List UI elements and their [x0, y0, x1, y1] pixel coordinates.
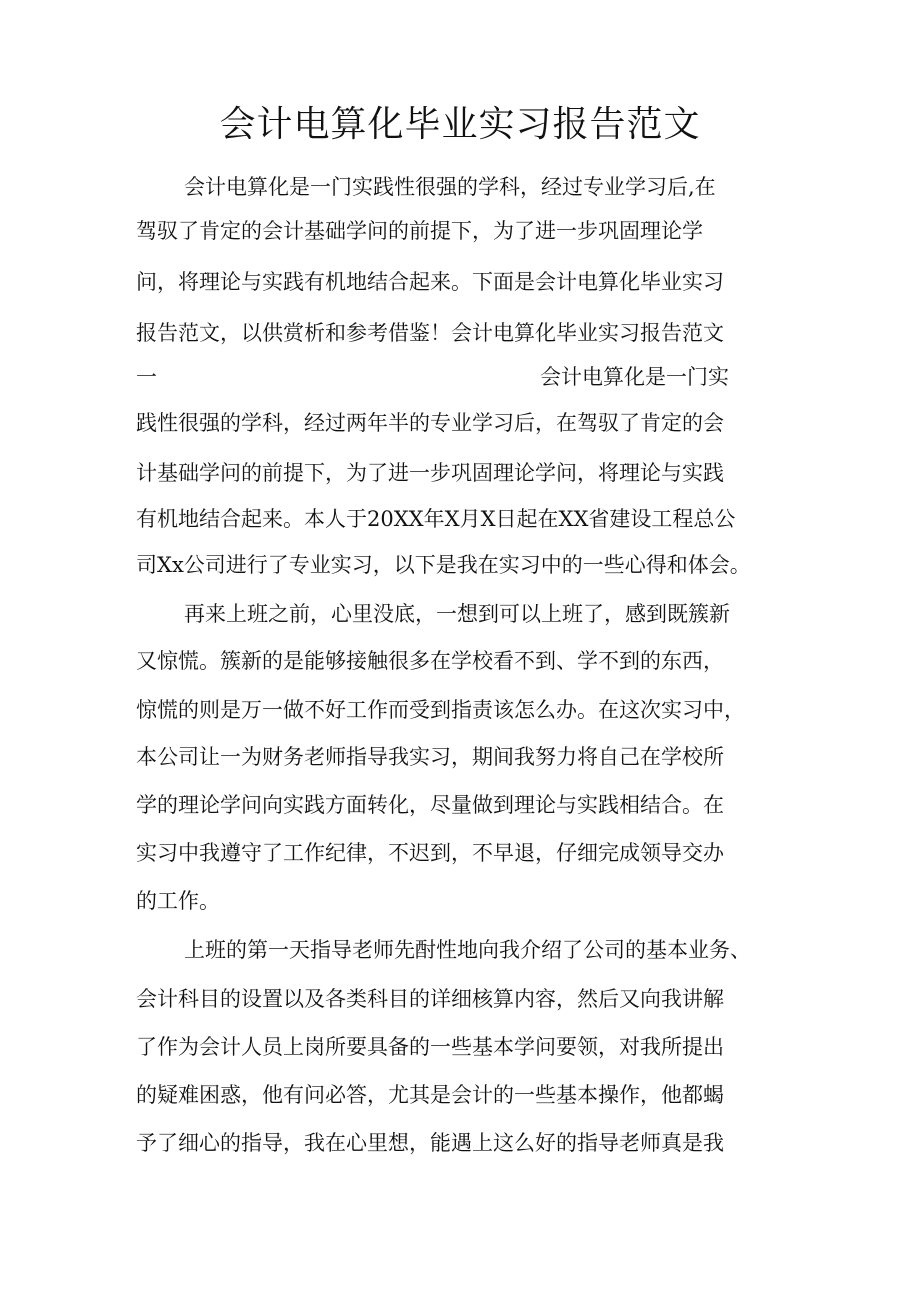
text-line: 的疑难困惑，他有问必答，尤其是会计的一些基本操作，他都蝎	[136, 1083, 724, 1107]
text-line: 驾驭了肯定的会计基础学问的前提下，为了进一步巩固理论学	[136, 219, 703, 243]
text-line: 学的理论学问向实践方面转化，尽量做到理论与实践相结合。在	[136, 793, 724, 817]
text-line: 会计电算化是一门实	[540, 365, 729, 389]
text-line: 予了细心的指导，我在心里想，能遇上这么好的指导老师真是我	[136, 1131, 724, 1155]
text-line: 报告范文，以供赏析和参考借鉴！会计电算化毕业实习报告范文	[136, 321, 724, 345]
text-line: 司Xx公司进行了专业实习，以下是我在实习中的一些心得和体会。	[136, 553, 751, 577]
text-line: 有机地结合起来。本人于20XX年X月X日起在XX省建设工程总公	[136, 507, 736, 531]
text-line: 问，将理论与实践有机地结合起来。下面是会计电算化毕业实习	[136, 270, 724, 294]
text-line: 上班的第一天指导老师先酎性地向我介绍了公司的基本业务、	[184, 938, 751, 962]
text-line: 实习中我遵守了工作纪律，不迟到，不早退，仔细完成领导交办	[136, 841, 724, 865]
text-line: 了作为会计人员上岗所要具备的一些基本学问要领，对我所提出	[136, 1035, 724, 1059]
section-marker: 一	[136, 365, 157, 389]
text-line: 的工作。	[136, 889, 220, 913]
text-line: 本公司让一为财务老师指导我实习，期间我努力将自己在学校所	[136, 745, 724, 769]
text-line: 又惊慌。簇新的是能够接触很多在学校看不到、学不到的东西，	[136, 649, 724, 673]
text-line: 再来上班之前，心里没底，一想到可以上班了，感到既簇新	[184, 602, 730, 626]
text-line: 计基础学问的前提下，为了进一步巩固理论学问，将理论与实践	[136, 461, 724, 485]
text-line: 践性很强的学科，经过两年半的专业学习后，在驾驭了肯定的会	[136, 411, 724, 435]
text-line: 会计科目的设置以及各类科目的详细核算内容，然后又向我讲解	[136, 987, 724, 1011]
text-line: 会计电算化是一门实践性很强的学科，经过专业学习后,在	[184, 175, 716, 199]
text-line: 惊慌的则是万一做不好工作而受到指责该怎么办。在这次实习中，	[136, 698, 745, 722]
document-title: 会计电算化毕业实习报告范文	[219, 104, 701, 145]
